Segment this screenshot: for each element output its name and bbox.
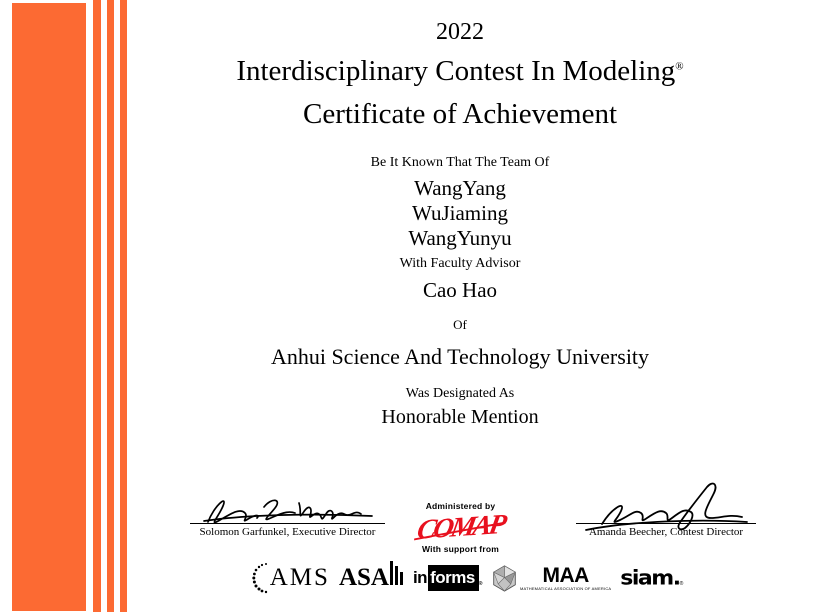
advisor-name: Cao Hao <box>422 278 498 302</box>
beecher-signature-image <box>580 480 752 532</box>
left-wide-bar <box>12 3 86 611</box>
sponsor-logo-row <box>269 557 684 599</box>
executive-director-signature-block <box>190 486 385 538</box>
executive-director-name: Solomon Garfunkel, Executive Director <box>199 526 376 538</box>
informs-logo-text-in: in <box>412 568 428 587</box>
ams-dotted-arc-icon <box>251 561 269 595</box>
registered-mark: ® <box>675 60 684 73</box>
maa-caption-text: MATHEMATICAL ASSOCIATION OF AMERICA <box>519 586 612 591</box>
contest-director-name: Amanda Beecher, Contest Director <box>588 526 744 538</box>
informs-registered-mark: ® <box>478 581 482 587</box>
team-member-3: WangYunyu <box>408 226 512 250</box>
maa-logo-text: MAA <box>542 564 589 587</box>
ams-logo-text: AMS <box>269 564 330 591</box>
left-stripe-1 <box>93 0 101 612</box>
ams-logo <box>251 561 330 595</box>
informs-logo <box>413 565 482 591</box>
of-label: Of <box>453 317 467 332</box>
administered-by-block <box>398 501 523 554</box>
siam-registered-mark: ® <box>679 581 684 587</box>
asa-logo-text: ASA <box>338 564 389 591</box>
support-from-label: With support from <box>422 544 499 554</box>
advisor-label: With Faculty Advisor <box>399 256 521 271</box>
contest-title-text: Interdisciplinary Contest In Modeling <box>236 55 676 87</box>
maa-icosahedron-icon <box>491 565 518 592</box>
contest-director-signature-block <box>576 480 756 538</box>
siam-logo-text: siam. <box>620 566 680 590</box>
award-name: Honorable Mention <box>381 406 539 428</box>
team-member-2: WuJiaming <box>412 201 508 225</box>
contest-year: 2022 <box>436 19 484 45</box>
siam-logo <box>620 566 683 591</box>
maa-logo-texts <box>520 565 611 591</box>
designated-label: Was Designated As <box>405 386 515 401</box>
institution-name: Anhui Science And Technology University <box>270 344 650 369</box>
certificate-subtitle: Certificate of Achievement <box>302 98 618 130</box>
left-stripe-3 <box>120 0 127 612</box>
asa-bars-icon <box>390 561 404 587</box>
maa-logo <box>491 565 611 592</box>
asa-logo <box>339 564 404 592</box>
team-member-1: WangYang <box>414 176 506 200</box>
signature-line <box>190 523 385 524</box>
contest-title <box>127 55 793 88</box>
comap-logo: COMAP <box>414 509 507 546</box>
known-line: Be It Known That The Team Of <box>370 155 550 170</box>
left-stripe-2 <box>107 0 114 612</box>
informs-logo-text-forms: forms <box>428 565 479 591</box>
administered-by-label: Administered by <box>425 501 496 511</box>
